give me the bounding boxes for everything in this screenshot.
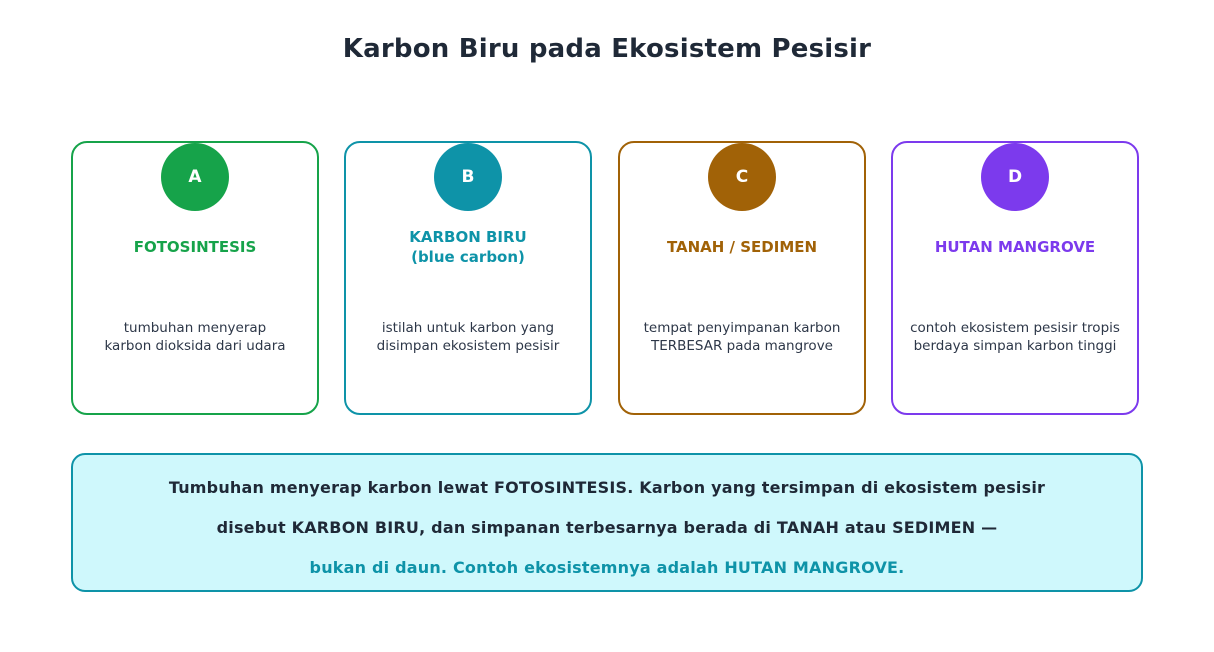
badge-b: B <box>434 143 502 211</box>
badge-a: A <box>161 143 229 211</box>
card-description-line-2: TERBESAR pada mangrove <box>650 337 833 354</box>
card-description <box>346 320 590 355</box>
badge-d: D <box>981 143 1049 211</box>
card-heading-line-1: KARBON BIRU <box>409 228 527 246</box>
card-description-line-2: karbon dioksida dari udara <box>104 337 286 354</box>
card-heading <box>346 225 590 269</box>
card-tanah-sedimen <box>618 141 866 415</box>
card-heading-line-1: FOTOSINTESIS <box>133 238 257 256</box>
card-description-line-1: tumbuhan menyerap <box>123 320 267 336</box>
card-description <box>893 320 1137 355</box>
summary-line-2: disebut KARBON BIRU, dan simpanan terbesarnya berada di TANAH atau SEDIMEN — <box>216 518 998 537</box>
card-description <box>73 320 317 355</box>
page-title: Karbon Biru pada Ekosistem Pesisir <box>342 34 872 64</box>
badge-c: C <box>708 143 776 211</box>
card-heading-line-1: TANAH / SEDIMEN <box>666 238 818 256</box>
card-description-line-1: contoh ekosistem pesisir tropis <box>910 320 1120 336</box>
summary-line-3: bukan di daun. Contoh ekosistemnya adalah HUTAN MANGROVE. <box>309 558 905 577</box>
card-hutan-mangrove <box>891 141 1139 415</box>
card-description <box>620 320 864 355</box>
card-heading <box>73 225 317 269</box>
card-description-line-2: berdaya simpan karbon tinggi <box>913 337 1117 354</box>
card-fotosintesis <box>71 141 319 415</box>
card-heading <box>893 225 1137 269</box>
card-karbon-biru <box>344 141 592 415</box>
card-description-line-1: tempat penyimpanan karbon <box>643 320 841 336</box>
card-description-line-1: istilah untuk karbon yang <box>381 320 555 336</box>
card-description-line-2: disimpan ekosistem pesisir <box>376 337 560 354</box>
card-heading-line-2: (blue carbon) <box>411 248 525 266</box>
card-heading-line-1: HUTAN MANGROVE <box>934 238 1096 256</box>
summary-box <box>71 453 1143 592</box>
card-heading <box>620 225 864 269</box>
summary-line-1: Tumbuhan menyerap karbon lewat FOTOSINTESIS. Karbon yang tersimpan di ekosistem pesisir <box>168 478 1046 497</box>
